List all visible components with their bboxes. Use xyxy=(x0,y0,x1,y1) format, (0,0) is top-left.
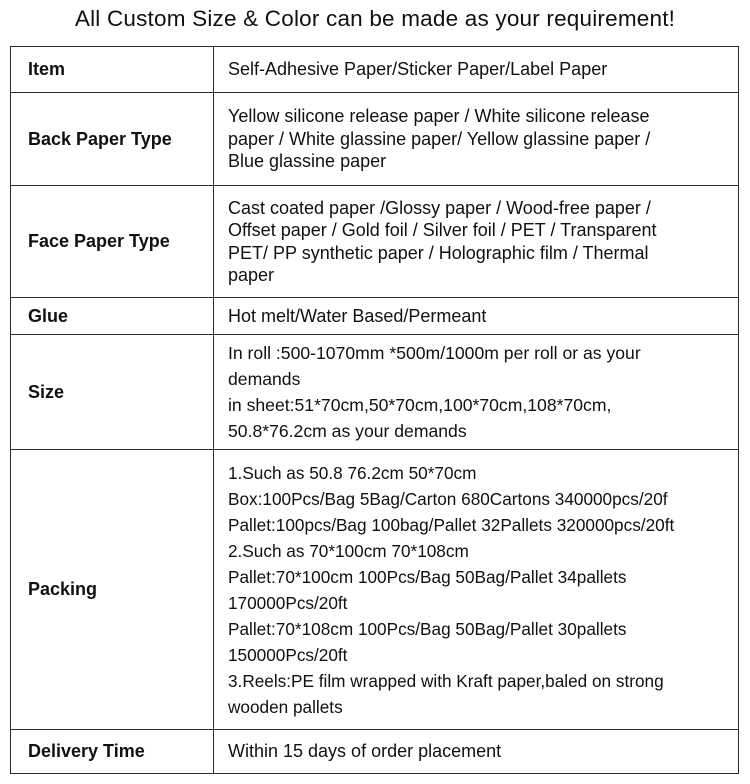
value-line: Hot melt/Water Based/Permeant xyxy=(228,305,487,326)
table-row xyxy=(11,186,739,298)
row-label-delivery-time: Delivery Time xyxy=(11,730,214,774)
row-value-item xyxy=(214,47,739,93)
value-line: paper xyxy=(228,265,275,285)
value-line: demands xyxy=(228,369,301,389)
page-title: All Custom Size & Color can be made as your requirement! xyxy=(74,6,676,31)
value-line: PET/ PP synthetic paper / Holographic film / Thermal xyxy=(228,242,649,263)
row-label-back-paper-type: Back Paper Type xyxy=(11,93,214,186)
value-line: Blue glassine paper xyxy=(228,151,387,172)
table-row xyxy=(11,298,739,335)
value-line: 2.Such as 70*100cm 70*108cm xyxy=(228,540,469,561)
value-line: Self-Adhesive Paper/Sticker Paper/Label Paper xyxy=(228,59,608,80)
row-value-packing xyxy=(214,450,739,730)
value-line: 150000Pcs/20ft xyxy=(228,644,348,665)
row-label-packing: Packing xyxy=(11,450,214,730)
value-line: 3.Reels:PE film wrapped with Kraft paper,baled on strong xyxy=(228,670,664,691)
value-line: wooden pallets xyxy=(228,696,343,717)
row-label-item: Item xyxy=(11,47,214,93)
row-value-delivery-time xyxy=(214,730,739,774)
table-row xyxy=(11,47,739,93)
row-value-glue xyxy=(214,298,739,335)
value-line: In roll :500-1070mm *500m/1000m per roll or as your xyxy=(228,343,641,363)
row-label-glue: Glue xyxy=(11,298,214,335)
value-line: 50.8*76.2cm as your demands xyxy=(228,421,467,441)
table-row xyxy=(11,730,739,774)
value-line: Pallet:70*108cm 100Pcs/Bag 50Bag/Pallet 30pallets xyxy=(228,618,627,639)
spec-table xyxy=(10,46,739,774)
value-line: Offset paper / Gold foil / Silver foil / PET / Transparent xyxy=(228,220,657,240)
row-value-back-paper-type xyxy=(214,93,739,186)
row-value-face-paper-type xyxy=(214,186,739,298)
value-line: Pallet:100pcs/Bag 100bag/Pallet 32Pallets 320000pcs/20ft xyxy=(228,514,675,535)
table-row xyxy=(11,335,739,450)
value-line: Pallet:70*100cm 100Pcs/Bag 50Bag/Pallet 34pallets xyxy=(228,566,627,587)
value-line: 170000Pcs/20ft xyxy=(228,592,348,613)
row-label-size: Size xyxy=(11,335,214,450)
table-row xyxy=(11,93,739,186)
row-value-size xyxy=(214,335,739,450)
value-line: Cast coated paper /Glossy paper / Wood-free paper / xyxy=(228,197,651,218)
value-line: Within 15 days of order placement xyxy=(228,741,502,762)
value-line: 1.Such as 50.8 76.2cm 50*70cm xyxy=(228,462,477,483)
value-line: Box:100Pcs/Bag 5Bag/Carton 680Cartons 340000pcs/20f xyxy=(228,488,668,509)
table-row xyxy=(11,450,739,730)
row-label-face-paper-type: Face Paper Type xyxy=(11,186,214,298)
value-line: in sheet:51*70cm,50*70cm,100*70cm,108*70cm, xyxy=(228,395,612,415)
value-line: paper / White glassine paper/ Yellow glassine paper / xyxy=(228,128,651,149)
value-line: Yellow silicone release paper / White silicone release xyxy=(228,106,650,127)
